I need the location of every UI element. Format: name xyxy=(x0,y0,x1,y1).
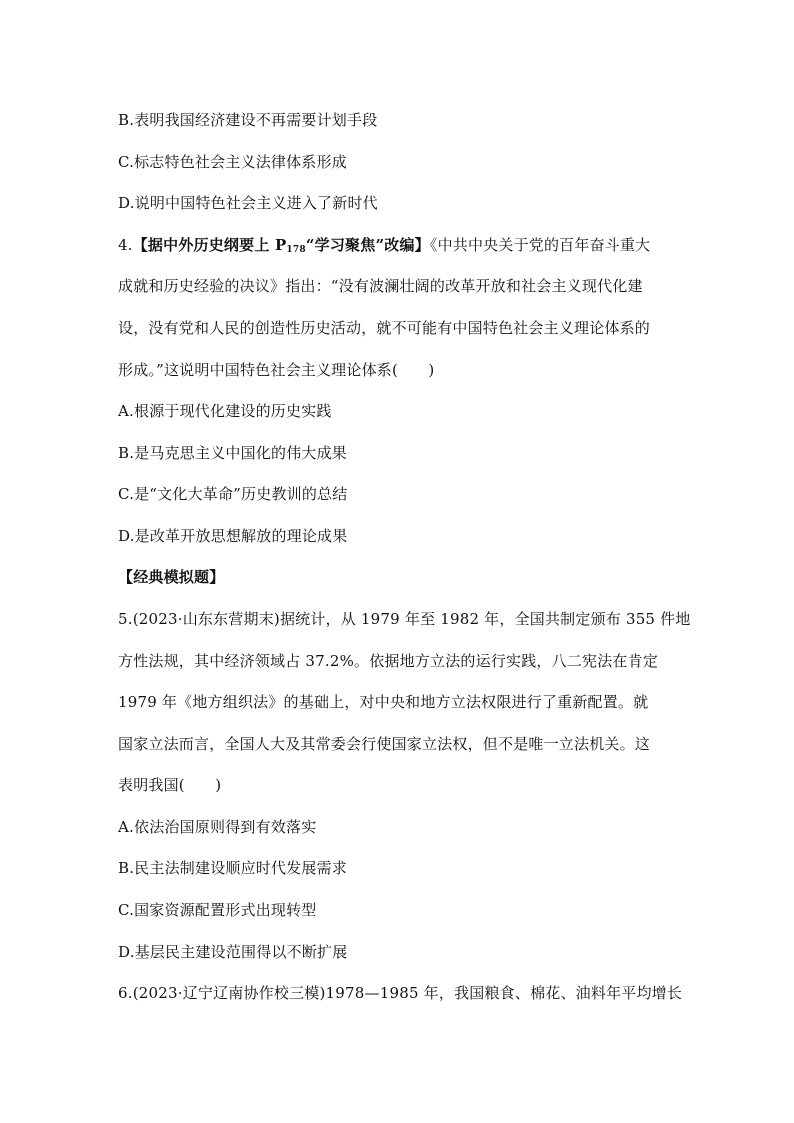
q3-option-b: B.表明我国经济建设不再需要计划手段 xyxy=(118,111,378,129)
q5-option-b: B.民主法制建设顺应时代发展需求 xyxy=(118,859,347,877)
q4-stem-line-4: 形成。”这说明中国特色社会主义理论体系( ) xyxy=(118,361,435,379)
q5-option-a: A.依法治国原则得到有效落实 xyxy=(118,818,317,836)
q4-source: 【据中外历史纲要上 $P_{178}“$学习聚焦”改编】 xyxy=(132,236,430,255)
q4-stem-text: 《中共中央关于党的百年奋斗重大 xyxy=(429,236,651,254)
q4-option-d: D.是改革开放思想解放的理论成果 xyxy=(118,527,348,545)
q4-stem-line-1 xyxy=(118,235,678,260)
q6-stem-line-1: 6.(2023·辽宁辽南协作校三模)1978—1985 年，我国粮食、棉花、油料年平均增长 xyxy=(118,984,683,1002)
q4-stem-line-2: 成就和历史经验的决议》指出：“没有波澜壮阔的改革开放和社会主义现代化建 xyxy=(118,277,643,295)
q4-option-c: C.是“文化大革命”历史教训的总结 xyxy=(118,485,348,503)
q3-option-d: D.说明中国特色社会主义进入了新时代 xyxy=(118,194,378,212)
q5-stem-line-5: 表明我国( ) xyxy=(118,776,222,794)
q5-stem-line-1: 5.(2023·山东东营期末)据统计，从 1979 年至 1982 年，全国共制定颁布 355 件地 xyxy=(118,610,691,628)
q5-stem-line-4: 国家立法而言，全国人大及其常委会行使国家立法权，但不是唯一立法机关。这 xyxy=(118,735,651,753)
q5-option-c: C.国家资源配置形式出现转型 xyxy=(118,901,317,919)
q5-stem-line-2: 方性法规，其中经济领域占 37.2%。依据地方立法的运行实践，八二宪法在肯定 xyxy=(118,652,659,670)
section-heading: 【经典模拟题】 xyxy=(118,568,225,586)
q4-stem-line-3: 设，没有党和人民的创造性历史活动，就不可能有中国特色社会主义理论体系的 xyxy=(118,319,651,337)
q5-stem-line-3: 1979 年《地方组织法》的基础上，对中央和地方立法权限进行了重新配置。就 xyxy=(118,693,649,711)
q4-option-b: B.是马克思主义中国化的伟大成果 xyxy=(118,444,347,462)
q4-number: 4. xyxy=(118,236,133,254)
q3-option-c: C.标志特色社会主义法律体系形成 xyxy=(118,153,347,171)
q5-option-d: D.基层民主建设范围得以不断扩展 xyxy=(118,943,348,961)
q4-option-a: A.根源于现代化建设的历史实践 xyxy=(118,402,332,420)
